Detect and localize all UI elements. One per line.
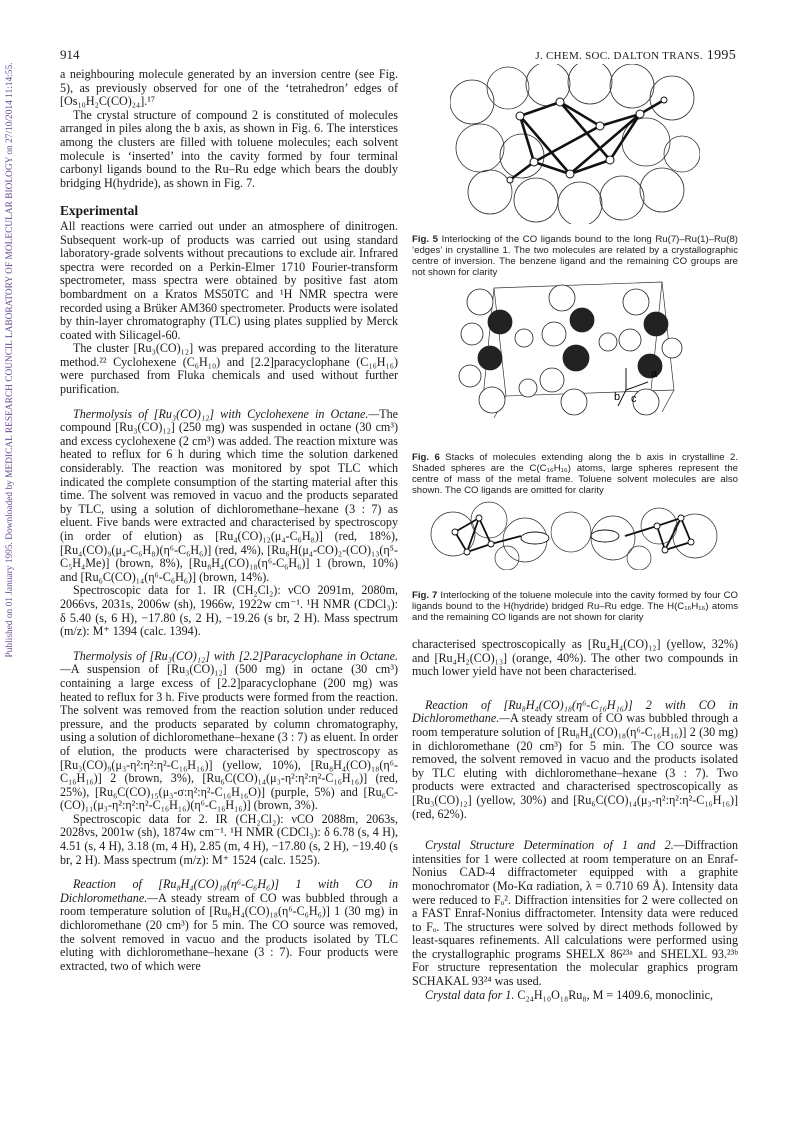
figure-5 <box>412 64 738 278</box>
caption-text: Stacks of molecules extending along the b axis in crystalline 2. Shaded spheres are the C(C₁₆H₁₆) atoms, large spheres represent the centre of mass of the metal frame. Toluene solvent molecules are also shown. The CO ligands are omitted for clarity <box>412 452 738 496</box>
paragraph-body: C₂₄H₁₀O₁₈Ru₈, M = 1409.6, monoclinic, <box>517 987 713 1002</box>
paragraph-body: The compound [Ru₃(CO)₁₂] (250 mg) was suspended in octane (30 cm³) and excess cyclohexene (2 cm³) was added. The reaction mixture was heated to reflux for 6 h during which time the solution darkened considerably. The reaction was monitored by spot TLC which indicated the complete consumption of the starting material after this time. The solvent was removed in vacuo and the products separated by TLC, using a solution of dichloromethane–hexane (3 : 7) as eluent. Five bands were extracted and characterised by spectroscopy (in order of elution) as [Ru₄(CO)₁₂(μ₄-C₆H₈)] (red, 18%), [Ru₄(CO)₉(μ₄-C₆H₈)(η⁶-C₆H₆)] (red, 4%), [Ru₆H(μ₄-CO)₂-(CO)₁₃(η⁵-C₅H₄Me)] (brown, 8%), [Ru₈H₄(CO)₁₈(η⁶-C₆H₆)] 1 (brown, 10%) and [Ru₆C(CO)₁₄(η⁶-C₆H₆)] (brown, 14%). <box>60 406 398 584</box>
figure-label: Fig. 6 <box>412 452 440 463</box>
axis-label-a: a <box>651 368 658 380</box>
figure-5-caption <box>412 234 738 278</box>
paragraph <box>60 650 398 813</box>
paragraph <box>60 408 398 585</box>
journal-name: J. CHEM. SOC. DALTON TRANS. <box>535 50 703 62</box>
paragraph-title: Thermolysis of [Ru₃(CO)₁₂] with Cyclohexene in Octane.— <box>73 406 380 421</box>
figure-7-image <box>425 496 725 570</box>
paragraph-body: Diffraction intensities for 1 were collected at room temperature on an Enraf-Nonius CAD-4 diffractometer equipped with a graphite monochromator (Mo-Kα radiation, λ = 0.710 69 Å). Intensity data were reduced to Fₒ². Diffraction intensities for 2 were collected on a FAST Enraf-Nonius diffractometer. Intensity data were reduced to Fₒ. The structures were solved by direct methods followed by least-squares refinements. All calculations were performed using the crystallographic programs SHELX 86²³ᵃ and SHELXL 93.²³ᵇ For structure representation the molecular graphics program SCHAKAL 93²⁴ was used. <box>412 838 738 989</box>
paragraph: All reactions were carried out under an atmosphere of dinitrogen. Subsequent work-up of products was carried out using standard laboratory-grade solvents without precautions to exclude air. Infrared spectra were recorded on a Perkin-Elmer 1710 Fourier-transform spectrometer, mass spectra were obtained by positive fast atom bombardment on a Kratos MS50TC and ¹H NMR spectra were recorded using a Brüker AM360 spectrometer. Products were isolated by thin-layer chromatography (TLC) using plates supplied by Merck coated with Silicagel-60. <box>60 218 398 342</box>
figure-7-caption <box>412 590 738 623</box>
download-watermark-text: Published on 01 January 1995. Downloaded by MEDICAL RESEARCH COUNCIL LABORATORY OF MOLECULAR BIOLOGY on 27/10/2014 11:14:55. <box>5 62 15 658</box>
paragraph-body: A steady stream of CO was bubbled through a room temperature solution of [Ru₈H₄(CO)₁₈(η⁶-C₆H₆)] 1 (30 mg) in dichloromethane (20 cm³) for 5 min. The CO source was removed, the solvent removed in vacuo and the products isolated by TLC eluting with dichloromethane–hexane (3 : 7). Four products were extracted, two of which were <box>60 890 398 973</box>
download-watermark <box>1 40 19 680</box>
figure-7 <box>412 496 738 623</box>
paragraph: The cluster [Ru₃(CO)₁₂] was prepared according to the literature method.²² Cyclohexene (C₆H₁₀) and [2.2]paracyclophane (C₁₆H₁₆) were purchased from Fluka chemicals and used without further purification. <box>60 341 398 397</box>
journal-header <box>535 48 736 64</box>
paragraph-title: Reaction of [Ru₈H₄(CO)₁₈(η⁶-C₁₆H₁₆)] 2 with CO in Dichloromethane.— <box>412 697 738 726</box>
paragraph: characterised spectroscopically as [Ru₄H₄(CO)₁₂] (yellow, 32%) and [Ru₄H₂(CO)₁₃] (orange, 40%). The other two compounds in much lower yield have not been characterised. <box>412 637 738 679</box>
axis-label-b: b <box>614 391 621 403</box>
caption-text: Interlocking of the CO ligands bound to the long Ru(7)–Ru(1)–Ru(8) ‘edges’ in crystalline 1. The two molecules are related by a crystallographic centre of inversion. The benzene ligand and the remaining CO groups are not shown for clarity <box>412 234 738 278</box>
axis-label-c: c <box>631 393 637 405</box>
page-number: 914 <box>60 47 80 62</box>
paragraph: The crystal structure of compound 2 is constituted of molecules arranged in piles along the b axis, as shown in Fig. 6. The interstices among the clusters are filled with toluene molecules; each solvent molecule is ‘inserted’ into the cavity formed by four terminal carbonyl ligands bound to the Ru–Ru edge which bears the doubly bridging H(hydride), as shown in Fig. 7. <box>60 107 398 190</box>
caption-text: Interlocking of the toluene molecule into the cavity formed by four CO ligands bound to the H(hydride) bridged Ru–Ru edge. The H(C₁₆H₁₆) atoms and the remaining CO ligands are not shown for clarity <box>412 590 739 623</box>
figure-6-caption <box>412 452 738 496</box>
paragraph <box>412 989 738 1003</box>
paragraph-title: Crystal data for 1. <box>425 987 515 1002</box>
paragraph-title: Reaction of [Ru₈H₄(CO)₁₈(η⁶-C₆H₆)] 1 with CO in Dichloromethane.— <box>60 877 398 905</box>
left-column <box>60 68 398 973</box>
paragraph <box>412 699 738 821</box>
section-heading: Experimental <box>60 203 139 219</box>
journal-year: 1995 <box>706 48 736 63</box>
paragraph-title: Thermolysis of [Ru₃(CO)₁₂] with [2.2]Paracyclophane in Octane.— <box>60 648 398 677</box>
paragraph <box>412 839 738 989</box>
figure-label: Fig. 7 <box>412 590 438 601</box>
right-column <box>412 638 738 1002</box>
paragraph: Spectroscopic data for 1. IR (CH₂Cl₂): νCO 2091m, 2080m, 2066vs, 2031s, 2006w (sh), 1966w, 1922w cm⁻¹. ¹H NMR (CDCl₃): δ 5.40 (s, 6 H), −17.80 (s, 2 H), −19.26 (s br, 2 H). Mass spectrum (m/z): M⁺ 1394 (calc. 1394). <box>60 583 398 639</box>
paragraph <box>60 878 398 973</box>
paragraph-title: Crystal Structure Determination of 1 and 2.— <box>425 838 685 853</box>
paragraph-body: A steady stream of CO was bubbled through a room temperature solution of [Ru₈H₄(CO)₁₈(η⁶-C₁₆H₁₆)] 2 (30 mg) in dichloromethane (20 cm³) for 5 min. The CO source was removed, the solvent removed in vacuo and the products isolated by TLC eluting with dichloromethane–hexane (3 : 7). Two products were extracted and characterised spectroscopically as [Ru₃(CO)₁₂] (yellow, 30%) and [Ru₆C(CO)₁₄(μ₃-η²:η²:η²-C₁₆H₁₆)] (red, 62%). <box>412 711 738 821</box>
figure-6-image <box>450 278 700 428</box>
paragraph: a neighbouring molecule generated by an inversion centre (see Fig. 5), as previously observed for one of the ‘tetrahedron’ edges of [Os₁₀H₂C(CO)₂₄].¹⁷ <box>60 67 398 109</box>
figure-label: Fig. 5 <box>412 234 438 245</box>
figure-6 <box>412 278 738 496</box>
paragraph: Spectroscopic data for 2. IR (CH₂Cl₂): νCO 2088m, 2063s, 2028vs, 2001w (sh), 1874w cm⁻¹. ¹H NMR (CDCl₃): δ 6.78 (s, 4 H), 4.51 (s, 4 H), 3.18 (m, 4 H), 2.85 (m, 4 H), −17.80 (s, 2 H), −19.40 (s br, 2 H). Mass spectrum (m/z): M⁺ 1524 (calc. 1525). <box>60 811 398 867</box>
paragraph-body: A suspension of [Ru₃(CO)₁₂] (500 mg) in octane (30 cm³) containing a large excess of [2.2]paracyclophane (200 mg) was heated to reflux for 3 h. Five products were formed from the reaction. The solvent was removed from the reaction solution under reduced pressure, and the products separated by column chromatography, using a solution of dichloromethane–hexane (3 : 7) as eluent. In order of elution, the products were characterised by spectroscopy as [Ru₃(CO)₉(μ₃-η²:η²:η²-C₁₆H₁₆)] (yellow, 10%), [Ru₈H₄(CO)₁₈(η⁶-C₁₆H₁₆)] 2 (brown, 3%), [Ru₆C(CO)₁₄(μ₃-η²:η²:η²-C₁₆H₁₆)] (red, 25%), [Ru₆C(CO)₁₅(μ₃-σ:η²:η²-C₁₆H₁₆O)] (purple, 5%) and [Ru₆C-(CO)₁₁(μ₃-η²:η²:η²-C₁₆H₁₆)(η⁶-C₁₆H₁₆)] (brown, 3%). <box>60 662 398 813</box>
figure-5-image <box>450 64 700 224</box>
